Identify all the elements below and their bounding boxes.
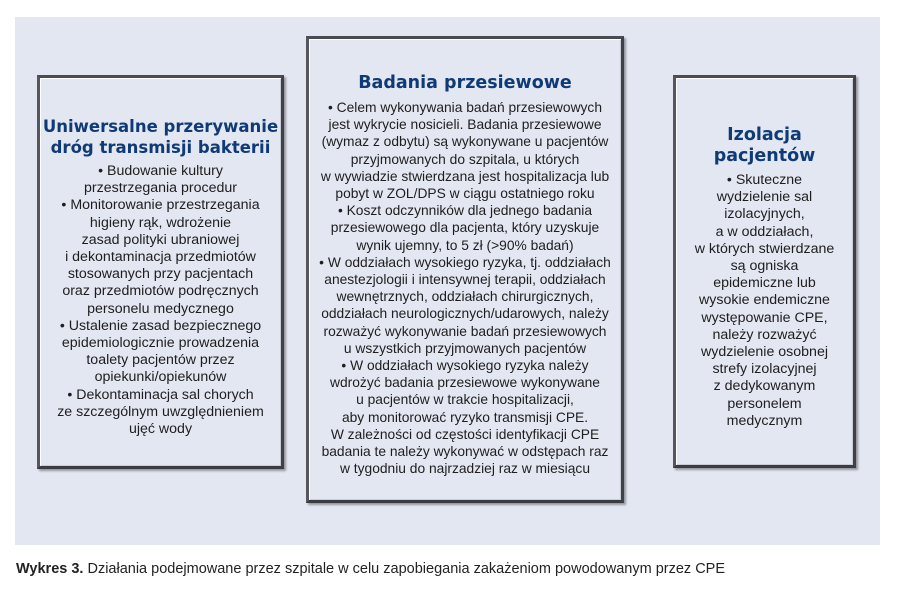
- box-screening: [306, 36, 624, 503]
- box-title: Izolacja pacjentów: [713, 125, 816, 166]
- box-body: • Budowanie kultury przestrzegania procedur • Monitorowanie przestrzegania higieny rąk, wdrożenie zasad polityki ubraniowej i dekontaminacja przedmiotów stosowanych przy pacjentach oraz przedmiotów podręcznych personelu medycznego • Ustalenie zasad bezpiecznego epidemiologicznie prowadzenia toalety pacjentów przez opiekunki/opiekunów • Dekontaminacja sal chorych ze szczególnym uwzględnieniem ujęć wody: [57, 163, 264, 438]
- box-body: • Celem wykonywania badań przesiewowych jest wykrycie nosicieli. Badania przesiewowe (wymaz z odbytu) są wykonywane u pacjentów przyjmowanych do szpitala, u których w wywiadzie stwierdzana jest hospitalizacja lub pobyt w ZOL/DPS w ciągu ostatniego roku • Koszt odczynników dla jednego badania przesiewowego dla pacjenta, który uzyskuje wynik ujemny, to 5 zł (>90% badań) • W oddziałach wysokiego ryzyka, tj. oddziałach anestezjologii i intensywnej terapii, oddziałach wewnętrznych, oddziałach chirurgicznych, oddziałach neurologicznych/udarowych, należy rozważyć wykonywanie badań przesiewowych u wszystkich przyjmowanych pacjentów • W oddziałach wysokiego ryzyka należy wdrożyć badania przesiewowe wykonywane u pacjentów w trakcie hospitalizacji, aby monitorować ryzyko transmisji CPE. W zależności od częstości identyfikacji CPE badania te należy wykonywać w odstępach raz w tygodniu do najrzadziej raz w miesiącu: [319, 100, 611, 477]
- box-patient-isolation: [673, 75, 856, 468]
- box-body: • Skuteczne wydzielenie sal izolacyjnych, a w oddziałach, w których stwierdzane są ogniska epidemiczne lub wysokie endemiczne występowanie CPE, należy rozważyć wydzielenie osobnej strefy izolacyjnej z dedykowanym personelem medycznym: [694, 172, 835, 429]
- box-title: Badania przesiewowe: [358, 73, 572, 93]
- caption-text: Działania podejmowane przez szpitale w celu zapobiegania zakażeniom powodowanym przez CPE: [83, 561, 726, 577]
- figure-caption: [16, 561, 725, 577]
- box-title: Uniwersalne przerywanie dróg transmisji bakterii: [42, 117, 279, 157]
- box-universal-interruption: [37, 75, 284, 469]
- caption-label: Wykres 3.: [16, 561, 84, 577]
